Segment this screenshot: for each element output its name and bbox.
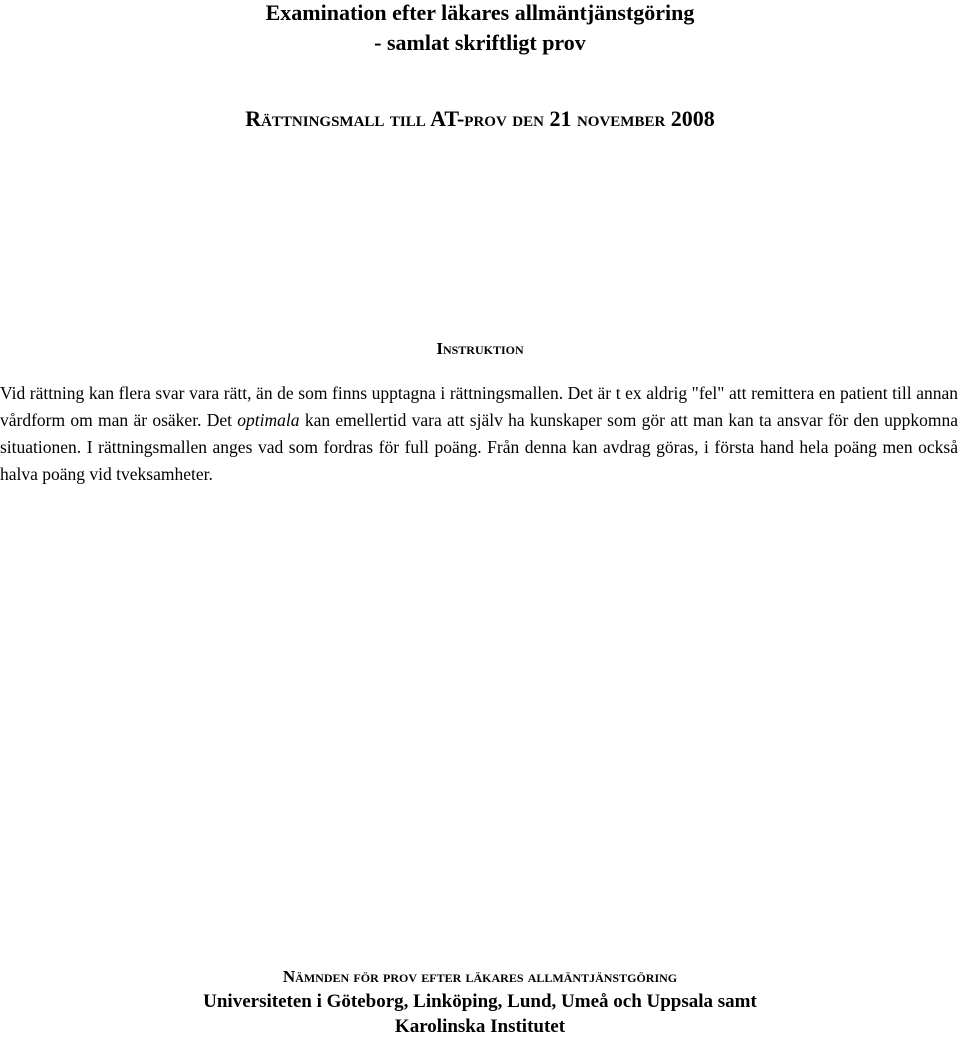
instruction-paragraph — [0, 380, 958, 488]
instruction-text-part-1: Vid rättning kan flera svar vara rätt, än de som finns upptagna i rättningsmallen. Det är t ex aldrig "fel" att remittera en patient till annan vårdform om man är osäker. Det — [0, 383, 958, 430]
instruction-emphasis: optimala — [237, 410, 300, 430]
document-subtitle: Rättningsmall till AT-prov den 21 november 2008 — [245, 106, 715, 131]
footer-organization: Nämnden för prov efter läkares allmäntjänstgöring — [282, 967, 678, 986]
title-line-1: Examination efter läkares allmäntjänstgöring — [265, 0, 695, 25]
instruction-text-part-2: kan emellertid vara att själv ha kunskaper som gör att man kan ta ansvar för den uppkomna situationen. I rättningsmallen anges vad som fordras för full poäng. Från denna kan avdrag göras, i första hand hela poäng men också halva poäng vid tveksamheter. — [0, 410, 958, 484]
footer-universities-line-1: Universiteten i Göteborg, Linköping, Lund, Umeå och Uppsala samt — [203, 991, 757, 1012]
title-line-2: - samlat skriftligt prov — [374, 30, 586, 55]
instruction-heading: Instruktion — [436, 339, 524, 358]
footer-universities-line-2: Karolinska Institutet — [394, 1016, 566, 1037]
footer — [0, 964, 960, 1039]
document-title — [0, 0, 960, 58]
